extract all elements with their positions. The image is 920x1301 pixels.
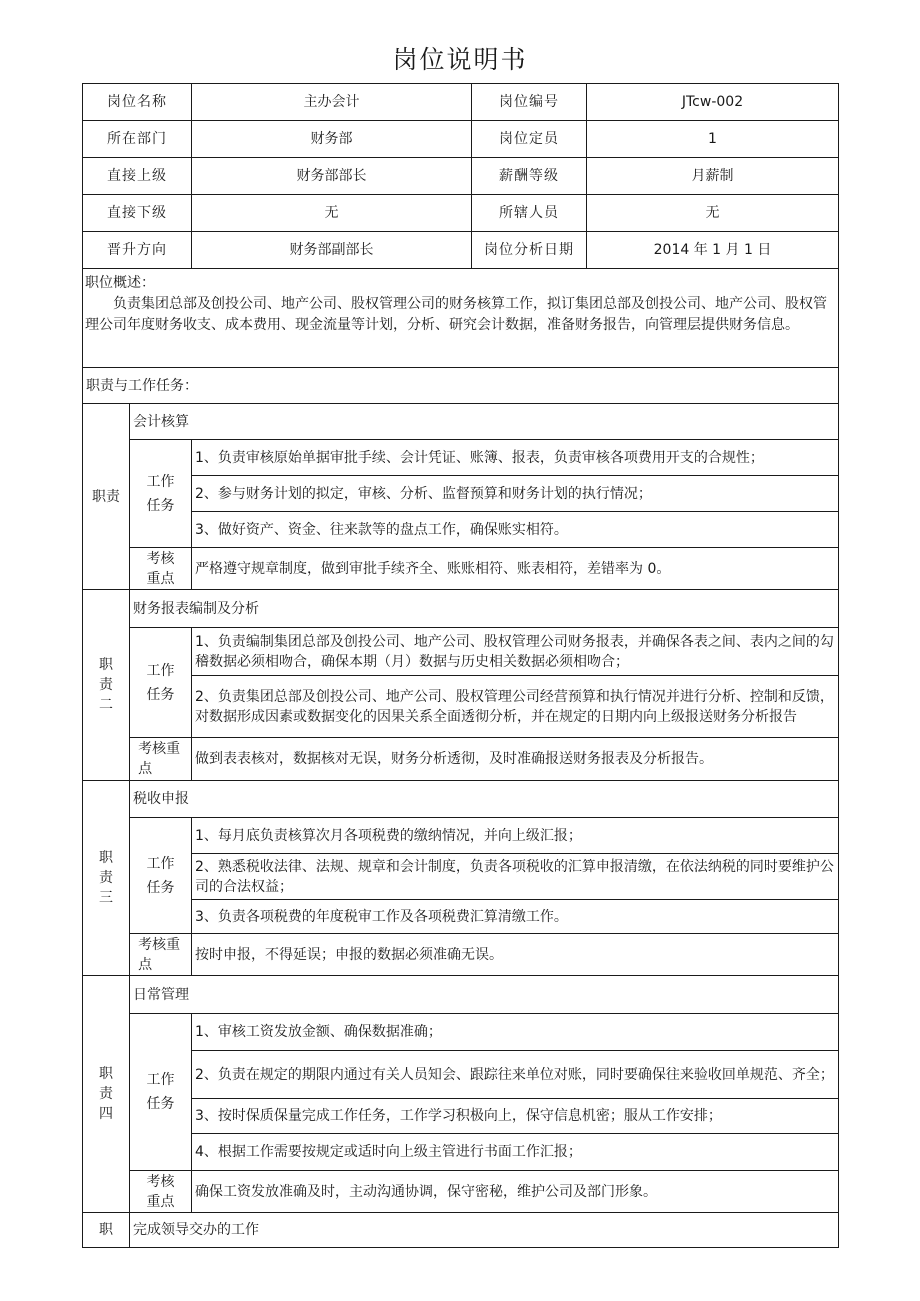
duty-5-name: 完成领导交办的工作 (130, 1213, 839, 1248)
task-row (83, 854, 839, 900)
duty-2-side-label: 职责二 (83, 590, 130, 781)
assess-row (83, 934, 839, 976)
task-row (83, 676, 839, 738)
duty-3-task-1: 1、每月底负责核算次月各项税费的缴纳情况，并向上级汇报； (192, 818, 839, 854)
duty-4-name: 日常管理 (130, 976, 839, 1014)
task-row (83, 512, 839, 548)
duty-3-side-label: 职责三 (83, 781, 130, 976)
salary-grade-label: 薪酬等级 (472, 158, 587, 195)
task-row (83, 900, 839, 934)
info-row (83, 232, 839, 269)
duty-4-task-4: 4、根据工作需要按规定或适时向上级主管进行书面工作汇报； (192, 1134, 839, 1171)
headcount-label: 岗位定员 (472, 121, 587, 158)
duty-5-side-label: 职 (83, 1213, 130, 1248)
duty-3-task-label: 工作任务 (130, 818, 192, 934)
info-row (83, 121, 839, 158)
position-name-value: 主办会计 (192, 84, 472, 121)
overview-label: 职位概述： (85, 275, 155, 291)
task-row (83, 818, 839, 854)
duty-1-side-label: 职责 (83, 404, 130, 590)
department-label: 所在部门 (83, 121, 192, 158)
duty-2-assess: 做到表表核对，数据核对无误，财务分析透彻，及时准确报送财务报表及分析报告。 (192, 738, 839, 781)
duty-3-task-2: 2、熟悉税收法律、法规、规章和会计制度，负责各项税收的汇算申报清缴，在依法纳税的同时要维护公司的合法权益； (192, 854, 839, 900)
duty-1-task-3: 3、做好资产、资金、往来款等的盘点工作，确保账实相符。 (192, 512, 839, 548)
duty-name-row (83, 781, 839, 818)
department-value: 财务部 (192, 121, 472, 158)
duty-name-row (83, 590, 839, 628)
subordinate-label: 直接下级 (83, 195, 192, 232)
info-row (83, 158, 839, 195)
assess-row (83, 738, 839, 781)
duty-4-task-label: 工作任务 (130, 1014, 192, 1171)
task-row (83, 1014, 839, 1051)
duty-1-assess-label: 考核重点 (130, 548, 192, 590)
position-code-value: JTcw-002 (587, 84, 839, 121)
assess-row (83, 548, 839, 590)
duty-4-task-3: 3、按时保质保量完成工作任务，工作学习积极向上，保守信息机密；服从工作安排； (192, 1099, 839, 1134)
duty-2-task-label: 工作任务 (130, 628, 192, 738)
task-row (83, 440, 839, 476)
duty-4-assess-label: 考核重点 (130, 1171, 192, 1213)
salary-grade-value: 月薪制 (587, 158, 839, 195)
assess-row (83, 1171, 839, 1213)
position-name-label: 岗位名称 (83, 84, 192, 121)
staff-value: 无 (587, 195, 839, 232)
headcount-value: 1 (587, 121, 839, 158)
duty-name-row (83, 1213, 839, 1248)
duty-4-assess: 确保工资发放准确及时，主动沟通协调，保守密秘，维护公司及部门形象。 (192, 1171, 839, 1213)
info-row (83, 84, 839, 121)
duty-2-assess-label: 考核重点 (130, 738, 192, 781)
duty-3-name: 税收申报 (130, 781, 839, 818)
overview-row (83, 269, 839, 368)
document-title: 岗位说明书 (392, 45, 528, 74)
duty-4-task-2: 2、负责在规定的期限内通过有关人员知会、跟踪往来单位对账，同时要确保往来验收回单规范、齐全； (192, 1051, 839, 1099)
promotion-value: 财务部副部长 (192, 232, 472, 269)
duty-4-side-label: 职责四 (83, 976, 130, 1213)
duty-3-assess: 按时申报，不得延误；申报的数据必须准确无误。 (192, 934, 839, 976)
task-row (83, 1099, 839, 1134)
job-description-table (82, 83, 839, 1248)
duty-1-task-label: 工作任务 (130, 440, 192, 548)
duties-header: 职责与工作任务： (83, 368, 839, 404)
superior-label: 直接上级 (83, 158, 192, 195)
analysis-date-value: 2014 年 1 月 1 日 (587, 232, 839, 269)
duties-header-row (83, 368, 839, 404)
duty-1-assess: 严格遵守规章制度，做到审批手续齐全、账账相符、账表相符，差错率为 0。 (192, 548, 839, 590)
subordinate-value: 无 (192, 195, 472, 232)
superior-value: 财务部部长 (192, 158, 472, 195)
analysis-date-label: 岗位分析日期 (472, 232, 587, 269)
duty-4-task-1: 1、审核工资发放金额、确保数据准确； (192, 1014, 839, 1051)
task-row (83, 476, 839, 512)
duty-2-name: 财务报表编制及分析 (130, 590, 839, 628)
promotion-label: 晋升方向 (83, 232, 192, 269)
overview-cell (83, 269, 839, 368)
duty-name-row (83, 976, 839, 1014)
overview-text: 负责集团总部及创投公司、地产公司、股权管理公司的财务核算工作，拟订集团总部及创投公司、地产公司、股权管理公司年度财务收支、成本费用、现金流量等计划，分析、研究会计数据，准备财务报告，向管理层提供财务信息。 (85, 296, 827, 333)
duty-1-task-1: 1、负责审核原始单据审批手续、会计凭证、账簿、报表，负责审核各项费用开支的合规性； (192, 440, 839, 476)
duty-3-task-3: 3、负责各项税费的年度税审工作及各项税费汇算清缴工作。 (192, 900, 839, 934)
duty-1-task-2: 2、参与财务计划的拟定，审核、分析、监督预算和财务计划的执行情况； (192, 476, 839, 512)
task-row (83, 628, 839, 676)
task-row (83, 1134, 839, 1171)
duty-1-name: 会计核算 (130, 404, 839, 440)
info-row (83, 195, 839, 232)
staff-label: 所辖人员 (472, 195, 587, 232)
duty-2-task-2: 2、负责集团总部及创投公司、地产公司、股权管理公司经营预算和执行情况并进行分析、控制和反馈，对数据形成因素或数据变化的因果关系全面透彻分析，并在规定的日期内向上级报送财务分析报告 (192, 676, 839, 738)
task-row (83, 1051, 839, 1099)
duty-2-task-1: 1、负责编制集团总部及创投公司、地产公司、股权管理公司财务报表，并确保各表之间、表内之间的勾稽数据必须相吻合，确保本期（月）数据与历史相关数据必须相吻合； (192, 628, 839, 676)
position-code-label: 岗位编号 (472, 84, 587, 121)
duty-3-assess-label: 考核重点 (130, 934, 192, 976)
duty-name-row (83, 404, 839, 440)
